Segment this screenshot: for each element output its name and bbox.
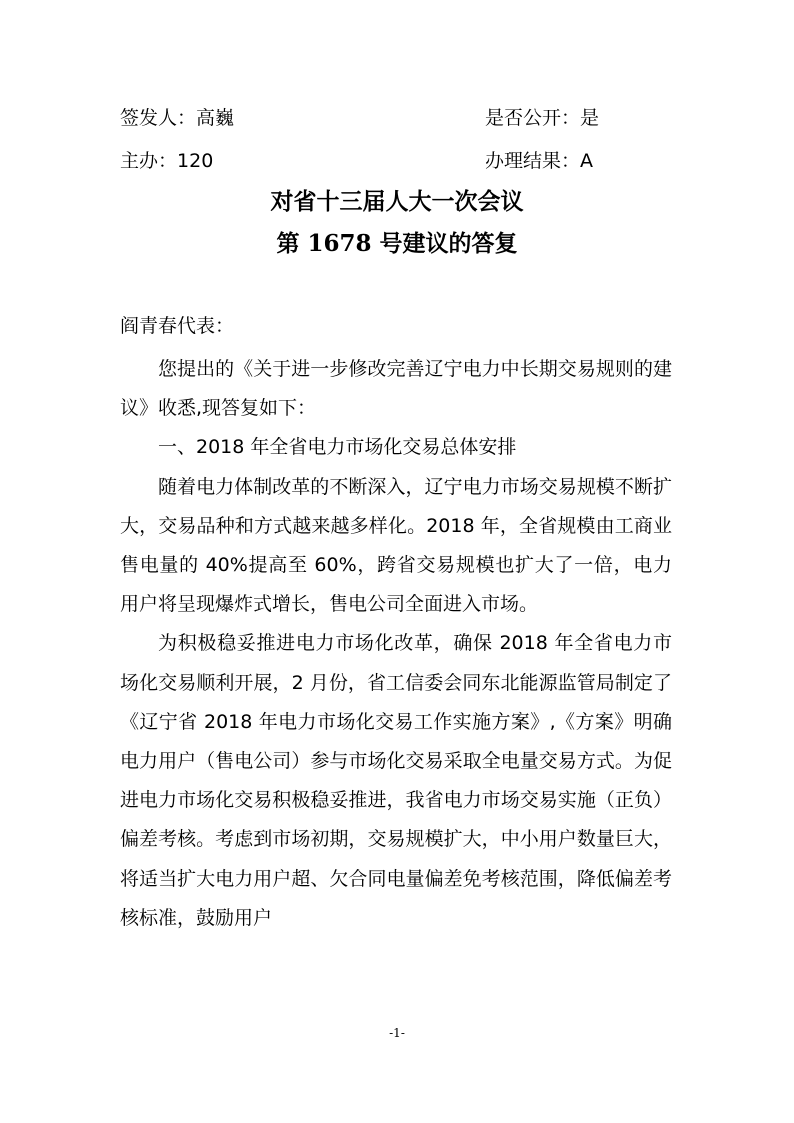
document-title-line-1: 对省十三届人大一次会议 xyxy=(270,188,524,215)
signer-label: 签发人： xyxy=(120,107,197,129)
signer-field xyxy=(120,106,234,130)
public-value: 是 xyxy=(580,107,600,129)
host-value: 120 xyxy=(177,150,214,172)
salutation: 阎青春代表： xyxy=(120,315,235,337)
paragraph-market-scale: 随着电力体制改革的不断深入，辽宁电力市场交易规模不断扩大，交易品种和方式越来越多样化。2018 年，全省规模由工商业售电量的 40%提高至 60%，跨省交易规模也扩大了一倍，电力用户将呈现爆炸式增长，售电公司全面进入市场。 xyxy=(120,475,672,616)
document-body xyxy=(120,350,672,938)
paragraph-intro: 您提出的《关于进一步修改完善辽宁电力中长期交易规则的建议》收悉,现答复如下： xyxy=(120,358,672,420)
document-title-line-2: 第 1678 号建议的答复 xyxy=(276,230,518,257)
result-value: A xyxy=(580,150,594,172)
host-field xyxy=(120,149,213,173)
result-field xyxy=(485,149,593,173)
page-number: -1- xyxy=(389,1026,405,1040)
public-field xyxy=(485,106,599,130)
public-label: 是否公开： xyxy=(485,107,581,129)
section-heading-1: 一、2018 年全省电力市场化交易总体安排 xyxy=(158,436,517,459)
host-label: 主办： xyxy=(120,150,178,172)
signer-value: 高巍 xyxy=(196,107,235,129)
result-label: 办理结果： xyxy=(485,150,581,172)
paragraph-reform-plan: 为积极稳妥推进电力市场化改革，确保 2018 年全省电力市场化交易顺利开展，2 月份，省工信委会同东北能源监管局制定了《辽宁省 2018 年电力市场化交易工作实施方案》,《方案》明确电力用户（售电公司）参与市场化交易采取全电量交易方式。为促进电力市场化交易积极稳妥推进，我省电力市场交易实施（正负）偏差考核。考虑到市场初期，交易规模扩大，中小用户数量巨大，将适当扩大电力用户超、欠合同电量偏差免考核范围，降低偏差考核标准，鼓励用户 xyxy=(120,632,672,929)
